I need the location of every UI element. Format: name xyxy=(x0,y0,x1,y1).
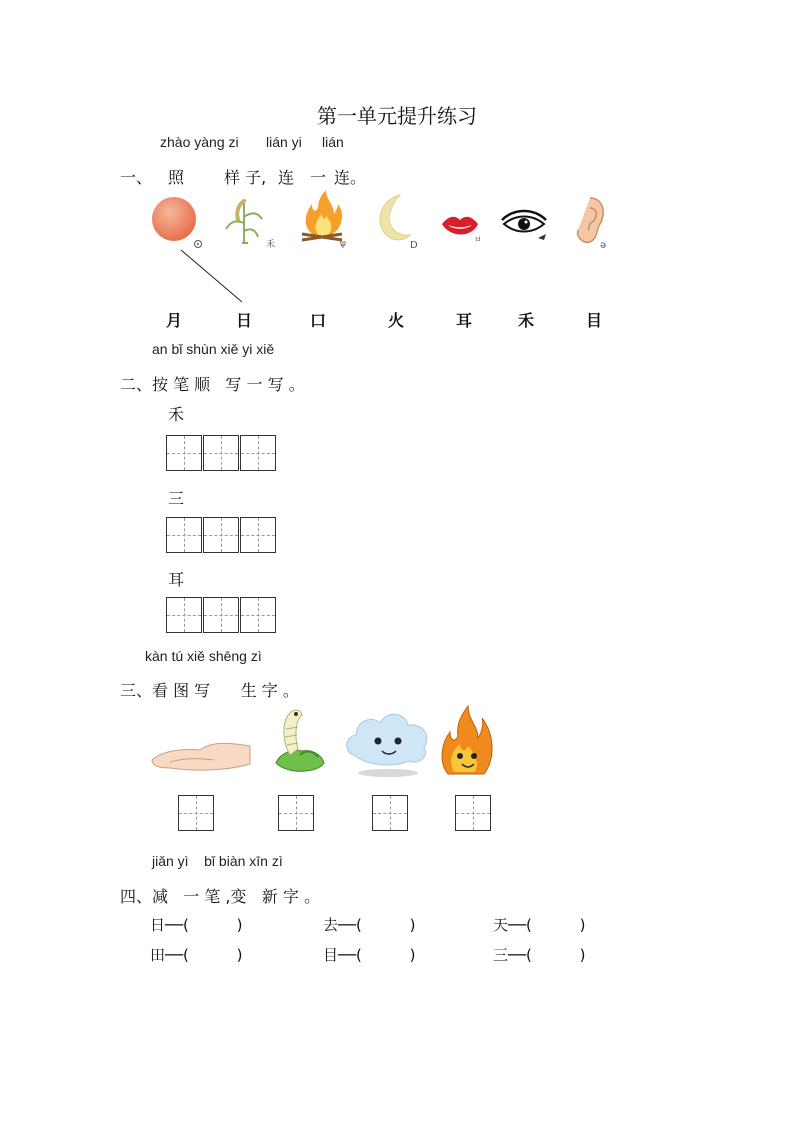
svg-text:禾: 禾 xyxy=(266,240,276,250)
fill-blank-item[interactable]: 去──( ) xyxy=(323,916,416,934)
section1-pinyin-1: zhào yàng zi xyxy=(160,134,239,150)
fill-blank-item[interactable]: 目──( ) xyxy=(323,946,416,964)
svg-text:ψ: ψ xyxy=(340,239,346,249)
silkworm-icon xyxy=(272,705,326,777)
section1-pinyin-3: lián xyxy=(322,134,344,150)
section1-heading-word-5: 连。 xyxy=(334,168,367,187)
fill-blank-item[interactable]: 天──( ) xyxy=(493,916,586,934)
flame-icon xyxy=(438,706,496,780)
writing-box[interactable] xyxy=(203,517,239,553)
connect-char-3[interactable]: 口 xyxy=(310,311,327,330)
section1-heading-word-1: 照 xyxy=(168,168,185,187)
section1-heading-number: 一、 xyxy=(120,168,153,187)
writing-box[interactable] xyxy=(166,435,202,471)
connect-char-6[interactable]: 禾 xyxy=(518,311,535,330)
stroke-item-1-label: 禾 xyxy=(168,405,185,424)
writing-box[interactable] xyxy=(240,517,276,553)
svg-text:ə: ə xyxy=(600,240,607,251)
writing-box[interactable] xyxy=(455,795,491,831)
cloud-icon xyxy=(344,705,432,779)
writing-box[interactable] xyxy=(240,435,276,471)
writing-box[interactable] xyxy=(166,517,202,553)
svg-text:ㅂ: ㅂ xyxy=(474,235,482,244)
writing-box[interactable] xyxy=(240,597,276,633)
writing-box[interactable] xyxy=(203,435,239,471)
writing-box[interactable] xyxy=(278,795,314,831)
section1-heading-word-4: 一 xyxy=(310,168,327,187)
section3-heading: 三、看 图 写 生 字 。 xyxy=(120,681,299,700)
writing-box[interactable] xyxy=(203,597,239,633)
section3-pinyin: kàn tú xiě shēng zì xyxy=(145,648,262,664)
connect-char-7[interactable]: 目 xyxy=(586,311,603,330)
section4-heading: 四、减 一 笔 ,变 新 字 。 xyxy=(120,887,320,906)
hand-icon xyxy=(150,738,254,774)
section1-heading-word-3: 连 xyxy=(278,168,295,187)
fill-blank-item[interactable]: 日──( ) xyxy=(150,916,243,934)
section2-pinyin: an bǐ shùn xiě yi xiě xyxy=(152,341,275,357)
page-title: 第一单元提升练习 xyxy=(317,104,477,128)
section4-pinyin: jiǎn yì bǐ biàn xīn zì xyxy=(152,853,283,869)
writing-box[interactable] xyxy=(372,795,408,831)
section1-pinyin-2: lián yi xyxy=(266,134,302,150)
writing-box[interactable] xyxy=(178,795,214,831)
stroke-item-3-label: 耳 xyxy=(168,570,185,589)
stroke-item-2-label: 三 xyxy=(168,489,185,508)
connect-char-2[interactable]: 日 xyxy=(236,311,253,330)
connect-char-1[interactable]: 月 xyxy=(166,311,183,330)
writing-box[interactable] xyxy=(166,597,202,633)
svg-text:D: D xyxy=(410,240,418,251)
section1-heading-word-2: 样 子, xyxy=(224,168,267,187)
connect-char-5[interactable]: 耳 xyxy=(456,311,473,330)
fill-blank-item[interactable]: 田──( ) xyxy=(150,946,243,964)
section2-heading: 二、按 笔 顺 写 一 写 。 xyxy=(120,375,305,394)
fill-blank-item[interactable]: 三──( ) xyxy=(493,946,586,964)
connect-char-4[interactable]: 火 xyxy=(388,311,405,330)
